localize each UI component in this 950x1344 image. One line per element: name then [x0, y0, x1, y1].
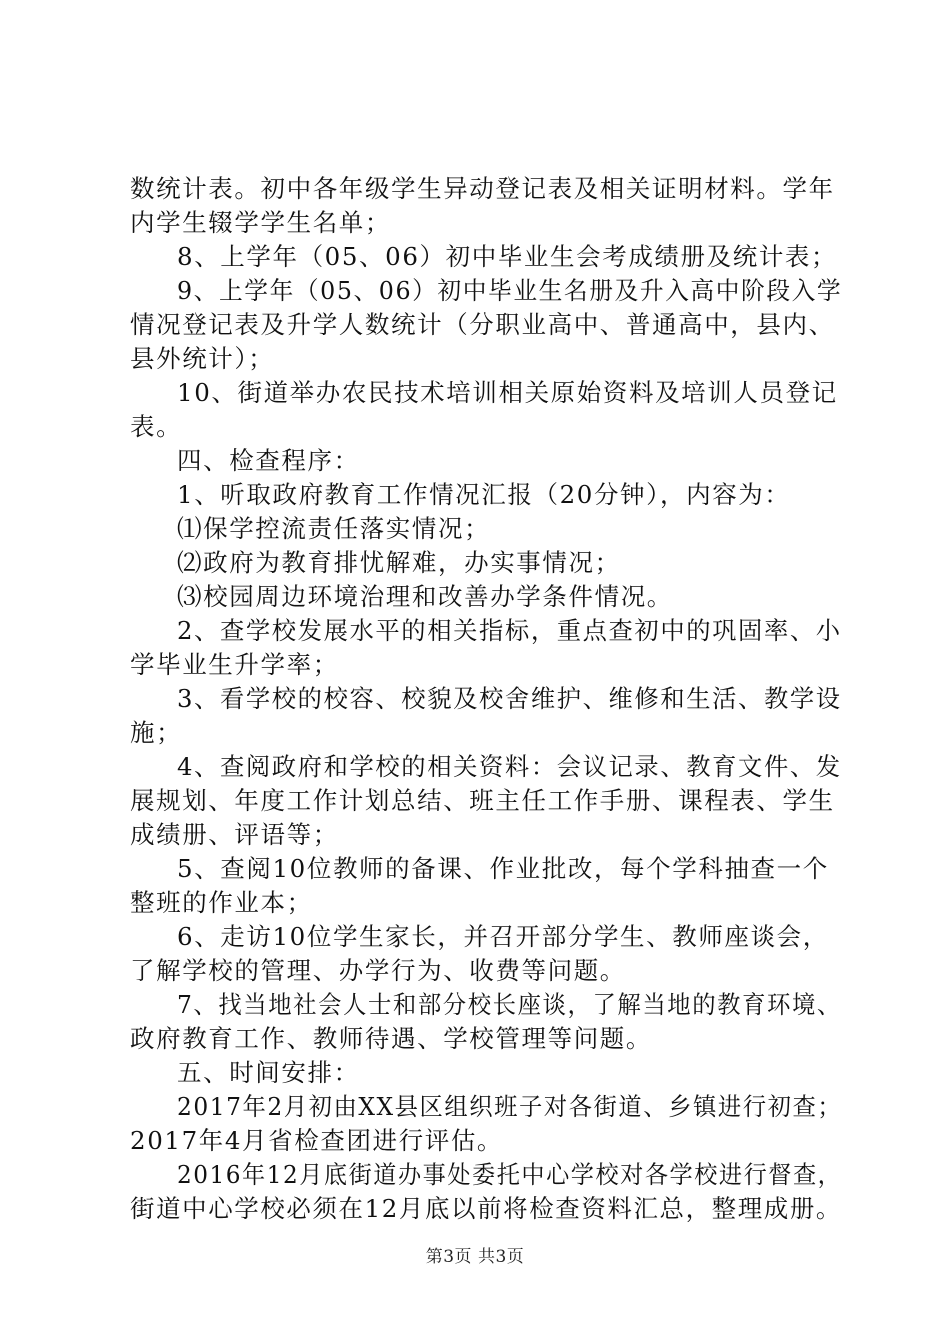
text-line: 2、查学校发展水平的相关指标，重点查初中的巩固率、小 [177, 616, 842, 645]
text-line: ⑶校园周边环境治理和改善办学条件情况。 [177, 582, 673, 611]
text-line: 5、查阅10位教师的备课、作业批改，每个学科抽查一个 [177, 854, 829, 883]
text-line: 内学生辍学学生名单； [130, 208, 391, 237]
text-line: 7、找当地社会人士和部分校长座谈，了解当地的教育环境、 [177, 990, 842, 1019]
text-line: 学毕业生升学率； [130, 650, 339, 679]
text-line: 整班的作业本； [130, 888, 313, 917]
text-line: 了解学校的管理、办学行为、收费等问题。 [130, 956, 626, 985]
section-heading: 五、时间安排： [177, 1058, 360, 1087]
text-line: 1、听取政府教育工作情况汇报（20分钟），内容为： [177, 480, 791, 509]
text-line: 9、上学年（05、06）初中毕业生名册及升入高中阶段入学 [177, 276, 843, 305]
text-line: 8、上学年（05、06）初中毕业生会考成绩册及统计表； [177, 242, 838, 271]
page-number-footer: 第3页 共3页 [425, 1247, 525, 1267]
text-line: 4、查阅政府和学校的相关资料：会议记录、教育文件、发 [177, 752, 842, 781]
text-line: 成绩册、评语等； [130, 820, 339, 849]
text-line: 施； [130, 718, 183, 747]
text-line: 6、走访10位学生家长，并召开部分学生、教师座谈会， [177, 922, 829, 951]
text-line: ⑵政府为教育排忧解难，办实事情况； [177, 548, 621, 577]
text-line: 2017年4月省检查团进行评估。 [130, 1126, 504, 1155]
text-line: 2017年2月初由XX县区组织班子对各街道、乡镇进行初查； [177, 1092, 843, 1121]
text-line: 2016年12月底街道办事处委托中心学校对各学校进行督查， [177, 1160, 843, 1189]
text-line: 街道中心学校必须在12月底以前将检查资料汇总，整理成册。 [130, 1194, 842, 1223]
text-line: 情况登记表及升学人数统计（分职业高中、普通高中，县内、 [130, 310, 835, 339]
text-line: 展规划、年度工作计划总结、班主任工作手册、课程表、学生 [130, 786, 835, 815]
text-line: ⑴保学控流责任落实情况； [177, 514, 491, 543]
section-heading: 四、检查程序： [177, 446, 360, 475]
text-line: 数统计表。初中各年级学生异动登记表及相关证明材料。学年 [130, 174, 835, 203]
text-line: 表。 [130, 412, 183, 441]
text-line: 政府教育工作、教师待遇、学校管理等问题。 [130, 1024, 652, 1053]
text-line: 10、街道举办农民技术培训相关原始资料及培训人员登记 [177, 378, 838, 407]
text-line: 3、看学校的校容、校貌及校舍维护、维修和生活、教学设 [177, 684, 842, 713]
text-line: 县外统计）； [130, 344, 275, 373]
